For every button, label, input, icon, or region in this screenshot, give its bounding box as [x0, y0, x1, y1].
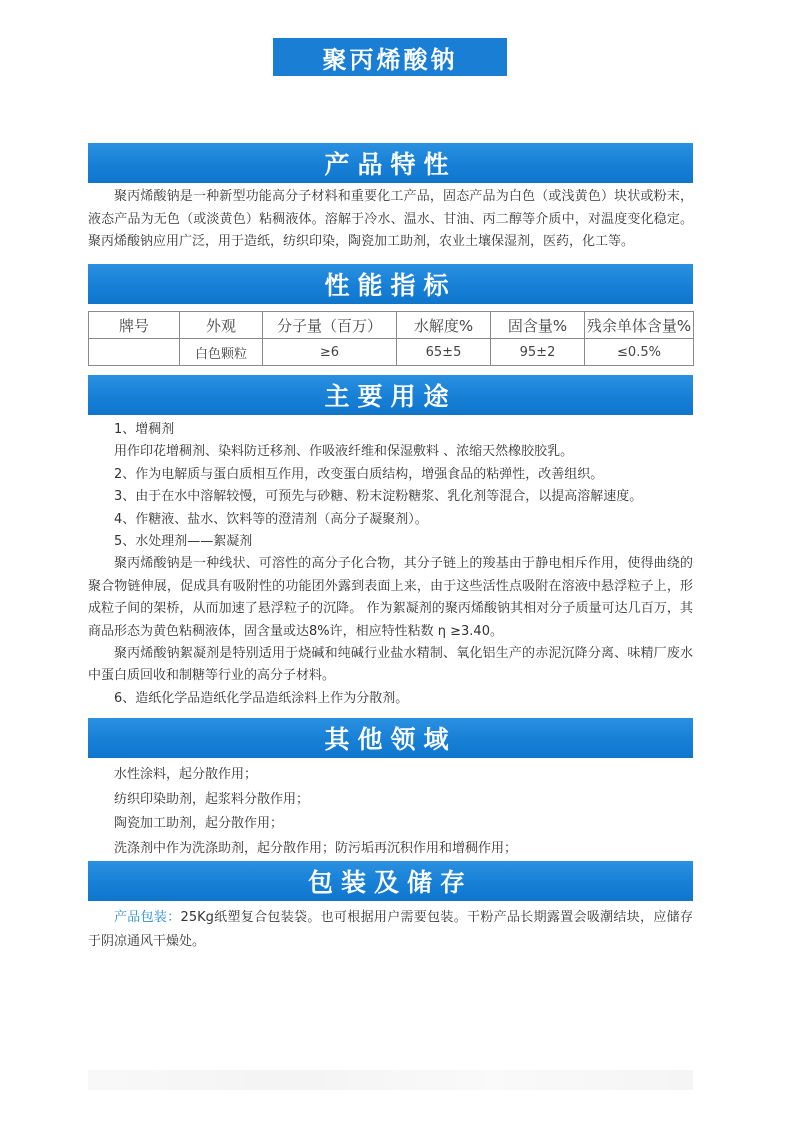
- spec-cell: 95±2: [491, 339, 585, 366]
- uses-line: 6、造纸化学品造纸化学品造纸涂料上作为分散剂。: [114, 690, 409, 706]
- packaging-paragraph: [88, 906, 693, 954]
- uses-line: 2、作为电解质与蛋白质相互作用，改变蛋白质结构，增强食品的粘弹性，改善组织。: [114, 466, 604, 482]
- spec-table-row: [89, 339, 694, 366]
- other-line: 洗涤剂中作为洗涤助剂，起分散作用；防污垢再沉积作用和增稠作用；: [114, 840, 518, 856]
- uses-body: [88, 419, 693, 710]
- uses-flocculant-paragraph: 聚丙烯酸钠是一种线状、可溶性的高分子化合物，其分子链上的羧基由于静电相斥作用，使得曲绕的聚合物链伸展，促成具有吸附性的功能团外露到表面上来，由于这些活性点吸附在溶液中悬浮粒子上，形成粒子间的架桥，从而加速了悬浮粒子的沉降。 作为絮凝剂的聚丙烯酸钠其相对分子质量可达几百万，其商品形态为黄色粘稠液体，固含量或达8%许，相应特性粘数 η ≥3.40。: [88, 556, 693, 639]
- spec-cell: ≥6: [263, 339, 397, 366]
- spec-header-cell: 固含量%: [491, 312, 585, 339]
- spec-cell: [89, 339, 180, 366]
- spec-header-cell: 外观: [180, 312, 263, 339]
- packaging-body: [88, 906, 693, 954]
- scan-fade-strip: [88, 1070, 693, 1090]
- page-title: 聚丙烯酸钠: [273, 38, 507, 76]
- other-body: [88, 763, 693, 861]
- uses-line: 用作印花增稠剂、染料防迁移剂、作吸液纤维和保湿敷料 、浓缩天然橡胶胶乳。: [114, 444, 574, 460]
- spec-header-cell: 分子量（百万）: [263, 312, 397, 339]
- uses-line: 1、增稠剂: [114, 422, 175, 437]
- features-paragraph: [88, 186, 693, 254]
- spec-table: [88, 311, 694, 366]
- other-line: 纺织印染助剂，起浆料分散作用；: [114, 791, 310, 807]
- section-heading-other: 其他领域: [88, 718, 693, 758]
- spec-cell: 65±5: [397, 339, 491, 366]
- spec-cell: ≤0.5%: [585, 339, 694, 366]
- spec-header-cell: 牌号: [89, 312, 180, 339]
- spec-header-cell: 残余单体含量%: [585, 312, 694, 339]
- other-line: 水性涂料，起分散作用；: [114, 767, 258, 782]
- packaging-label: 产品包装：: [114, 910, 181, 925]
- uses-line: 4、作糖液、盐水、饮料等的澄清剂（高分子凝聚剂）。: [114, 511, 428, 527]
- uses-line: 3、由于在水中溶解较慢，可预先与砂糖、粉末淀粉糖浆、乳化剂等混合，以提高溶解速度。: [114, 489, 643, 505]
- section-heading-features: 产品特性: [88, 143, 693, 183]
- section-heading-uses: 主要用途: [88, 375, 693, 415]
- packaging-text: 25Kg纸塑复合包装袋。也可根据用户需要包装。干粉产品长期露置会吸潮结块，应储存于阴凉通风干燥处。: [88, 910, 693, 949]
- other-line: 陶瓷加工助剂，起分散作用；: [114, 816, 284, 831]
- uses-flocculant-application: 聚丙烯酸钠絮凝剂是特别适用于烧碱和纯碱行业盐水精制、氧化铝生产的赤泥沉降分离、味精厂废水中蛋白质回收和制糖等行业的高分子材料。: [88, 646, 693, 684]
- uses-line: 5、水处理剂——絮凝剂: [114, 534, 253, 550]
- spec-header-cell: 水解度%: [397, 312, 491, 339]
- section-heading-specs: 性能指标: [88, 264, 693, 304]
- features-text: 聚丙烯酸钠是一种新型功能高分子材料和重要化工产品，固态产品为白色（或浅黄色）块状或粉末，液态产品为无色（或淡黄色）粘稠液体。溶解于冷水、温水、甘油、丙二醇等介质中，对温度变化稳定。聚丙烯酸钠应用广泛，用于造纸，纺织印染，陶瓷加工助剂，农业土壤保湿剂，医药，化工等。: [88, 189, 693, 249]
- spec-cell: 白色颗粒: [180, 339, 263, 366]
- section-heading-packaging: 包装及储存: [88, 861, 693, 901]
- spec-table-header-row: [89, 312, 694, 339]
